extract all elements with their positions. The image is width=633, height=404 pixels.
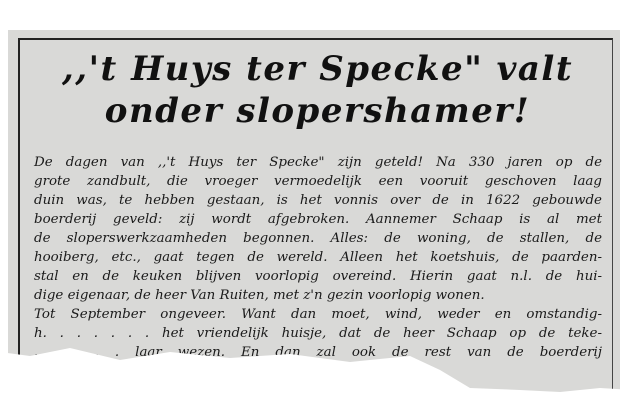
body-line: . . . . . laar wezen. En dan zal ook de rest van de boerderij: [34, 345, 602, 360]
body-line: duin was, te hebben gestaan, is het vonnis over de in 1622 gebouwde: [34, 193, 602, 208]
body-line: de sloperswerkzaamheden begonnen. Alles: de woning, de stallen, de: [34, 231, 602, 246]
body-line: boerderij geveld: zij wordt afgebroken. Aannemer Schaap is al met: [34, 212, 602, 227]
body-line: hooiberg, etc., gaat tegen de wereld. Alleen het koetshuis, de paarden-: [34, 250, 602, 265]
body-line: grote zandbult, die vroeger vermoedelijk een vooruit geschoven laag: [34, 174, 602, 189]
headline-line-2: onder slopershamer!: [104, 91, 531, 131]
body-line: dige eigenaar, de heer Van Ruiten, met z'n gezin voorlopig wonen.: [34, 288, 485, 303]
headline-line-1: ,,'t Huys ter Specke" valt: [61, 49, 574, 89]
body-line: De dagen van ,,'t Huys ter Specke" zijn geteld! Na 330 jaren op de: [34, 155, 602, 170]
headline: [30, 48, 605, 132]
body-line: Tot September ongeveer. Want dan moet, wind, weder en omstandig-: [34, 307, 602, 322]
body-line: stal en de keuken blijven voorlopig overeind. Hierin gaat n.l. de hui-: [34, 269, 602, 284]
torn-edge: [0, 330, 633, 404]
body-line: h. . . . . . . het vriendelijk huisje, dat de heer Schaap op de teke-: [34, 326, 602, 341]
